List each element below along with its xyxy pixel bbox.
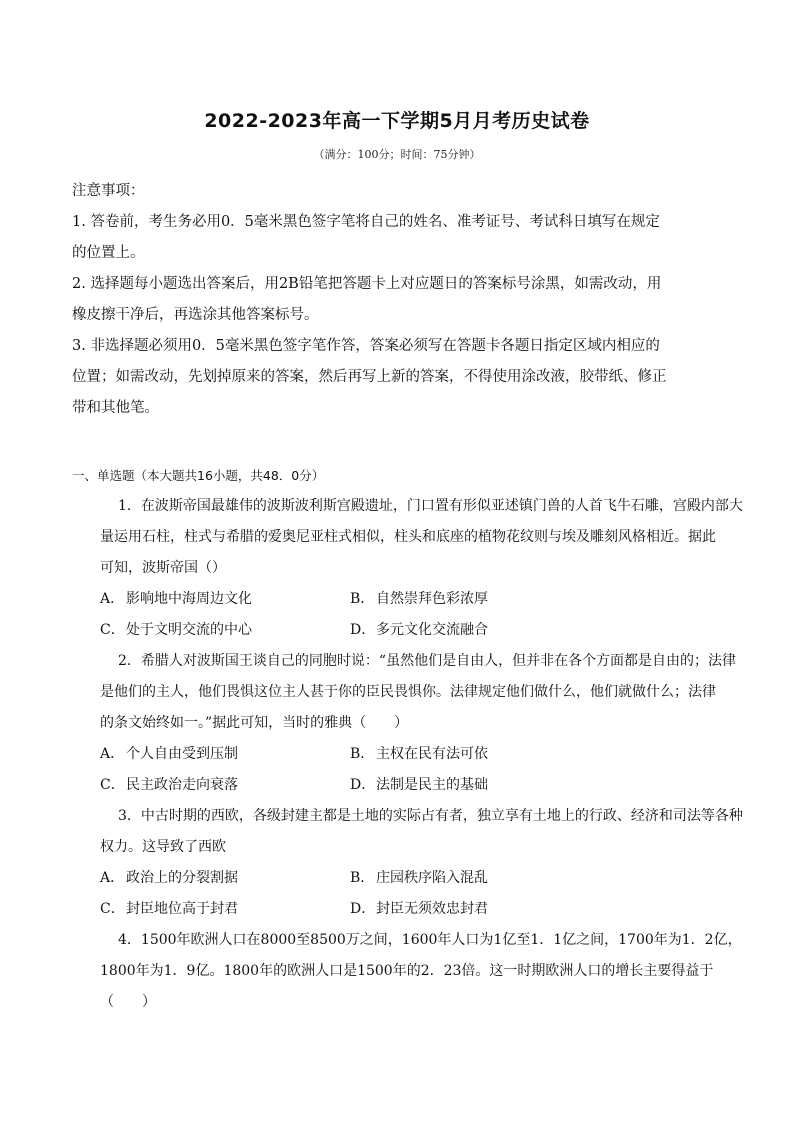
option-c[interactable]: C．民主政治走向衰落 bbox=[100, 777, 238, 793]
option-b[interactable]: B． 自然崇拜色彩浓厚 bbox=[350, 591, 488, 607]
question-stem: （ ） bbox=[100, 994, 156, 1010]
option-a[interactable]: A． 政治上的分裂割据 bbox=[100, 870, 238, 886]
instruction-line: 1. 答卷前，考生务必用0．5毫米黑色签字笔将自己的姓名、准考证号、考试科日填写在规定 bbox=[72, 214, 660, 230]
options-row bbox=[100, 894, 730, 925]
question-stem: 的条文始终如一。”据此可知，当时的雅典（ ） bbox=[100, 715, 409, 731]
question-stem: 量运用石柱，柱式与希腊的爱奥尼亚柱式相似，柱头和底座的植物花纹则与埃及雕刻风格相近。据此 bbox=[100, 529, 716, 545]
page-title: 2022-2023年高一下学期5月月考历史试卷 bbox=[204, 110, 590, 132]
instruction-line: 的位置上。 bbox=[72, 245, 145, 261]
options-row bbox=[100, 615, 730, 646]
question-3 bbox=[100, 801, 743, 925]
question-1 bbox=[100, 491, 743, 646]
option-a[interactable]: A． 影响地中海周边文化 bbox=[100, 591, 252, 607]
question-list bbox=[100, 491, 743, 1018]
section-heading: 一、单选题（本大题共16小题，共48．0分） bbox=[72, 468, 325, 483]
options-row bbox=[100, 584, 730, 615]
question-stem: 4．1500年欧洲人口在8000至8500万之间，1600年人口为1亿至1．1亿之间，1700年为1．2亿， bbox=[118, 932, 742, 948]
instruction-line: 位置；如需改动，先划掉原来的答案，然后再写上新的答案，不得使用涂改液，胶带纸、修正 bbox=[72, 369, 667, 385]
option-a[interactable]: A． 个人自由受到压制 bbox=[100, 746, 238, 762]
question-stem: 可知，波斯帝国（） bbox=[100, 560, 226, 576]
question-stem: 3．中古时期的西欧，各级封建主都是土地的实际占有者，独立享有土地上的行政、经济和司法等各种 bbox=[118, 808, 743, 824]
question-stem: 权力。这导致了西欧 bbox=[100, 839, 226, 855]
option-b[interactable]: B． 主权在民有法可依 bbox=[350, 746, 488, 762]
question-4 bbox=[100, 925, 742, 1018]
question-stem: 是他们的主人，他们畏惧这位主人甚于你的臣民畏惧你。法律规定他们做什么，他们就做什么；法律 bbox=[100, 684, 716, 700]
exam-info: （满分：100分；时间：75分钟） bbox=[313, 148, 481, 161]
question-stem: 1800年为1．9亿。1800年的欧洲人口是1500年的2．23倍。这一时期欧洲人口的增长主要得益于 bbox=[100, 963, 714, 979]
option-c[interactable]: C．封臣地位高于封君 bbox=[100, 901, 238, 917]
instruction-line: 带和其他笔。 bbox=[72, 400, 159, 416]
options-row bbox=[100, 863, 730, 894]
instruction-line: 橡皮擦干净后，再选涂其他答案标号。 bbox=[72, 307, 319, 323]
question-2 bbox=[100, 646, 737, 801]
option-b[interactable]: B． 庄园秩序陷入混乱 bbox=[350, 870, 488, 886]
instruction-line: 3. 非选择题必须用0．5毫米黑色签字笔作答，答案必须写在答题卡各题日指定区域内相应的 bbox=[72, 338, 660, 354]
option-c[interactable]: C．处于文明交流的中心 bbox=[100, 622, 252, 638]
option-d[interactable]: D．封臣无须效忠封君 bbox=[350, 901, 488, 917]
options-row bbox=[100, 739, 730, 770]
instructions-heading: 注意事项： bbox=[72, 183, 145, 199]
question-stem: 2．希腊人对波斯国王谈自己的同胞时说：“虽然他们是自由人，但并非在各个方面都是自由的；法律 bbox=[118, 653, 737, 669]
option-d[interactable]: D．多元文化交流融合 bbox=[350, 622, 488, 638]
instructions bbox=[72, 176, 722, 424]
option-d[interactable]: D．法制是民主的基础 bbox=[350, 777, 488, 793]
instruction-line: 2. 选择题每小题选出答案后，用2B铅笔把答题卡上对应题日的答案标号涂黑，如需改动，用 bbox=[72, 276, 662, 292]
question-stem: 1．在波斯帝国最雄伟的波斯波利斯宫殿遗址，门口置有形似亚述镇门兽的人首飞牛石雕，宫殿内部大 bbox=[118, 498, 743, 514]
options-row bbox=[100, 770, 730, 801]
